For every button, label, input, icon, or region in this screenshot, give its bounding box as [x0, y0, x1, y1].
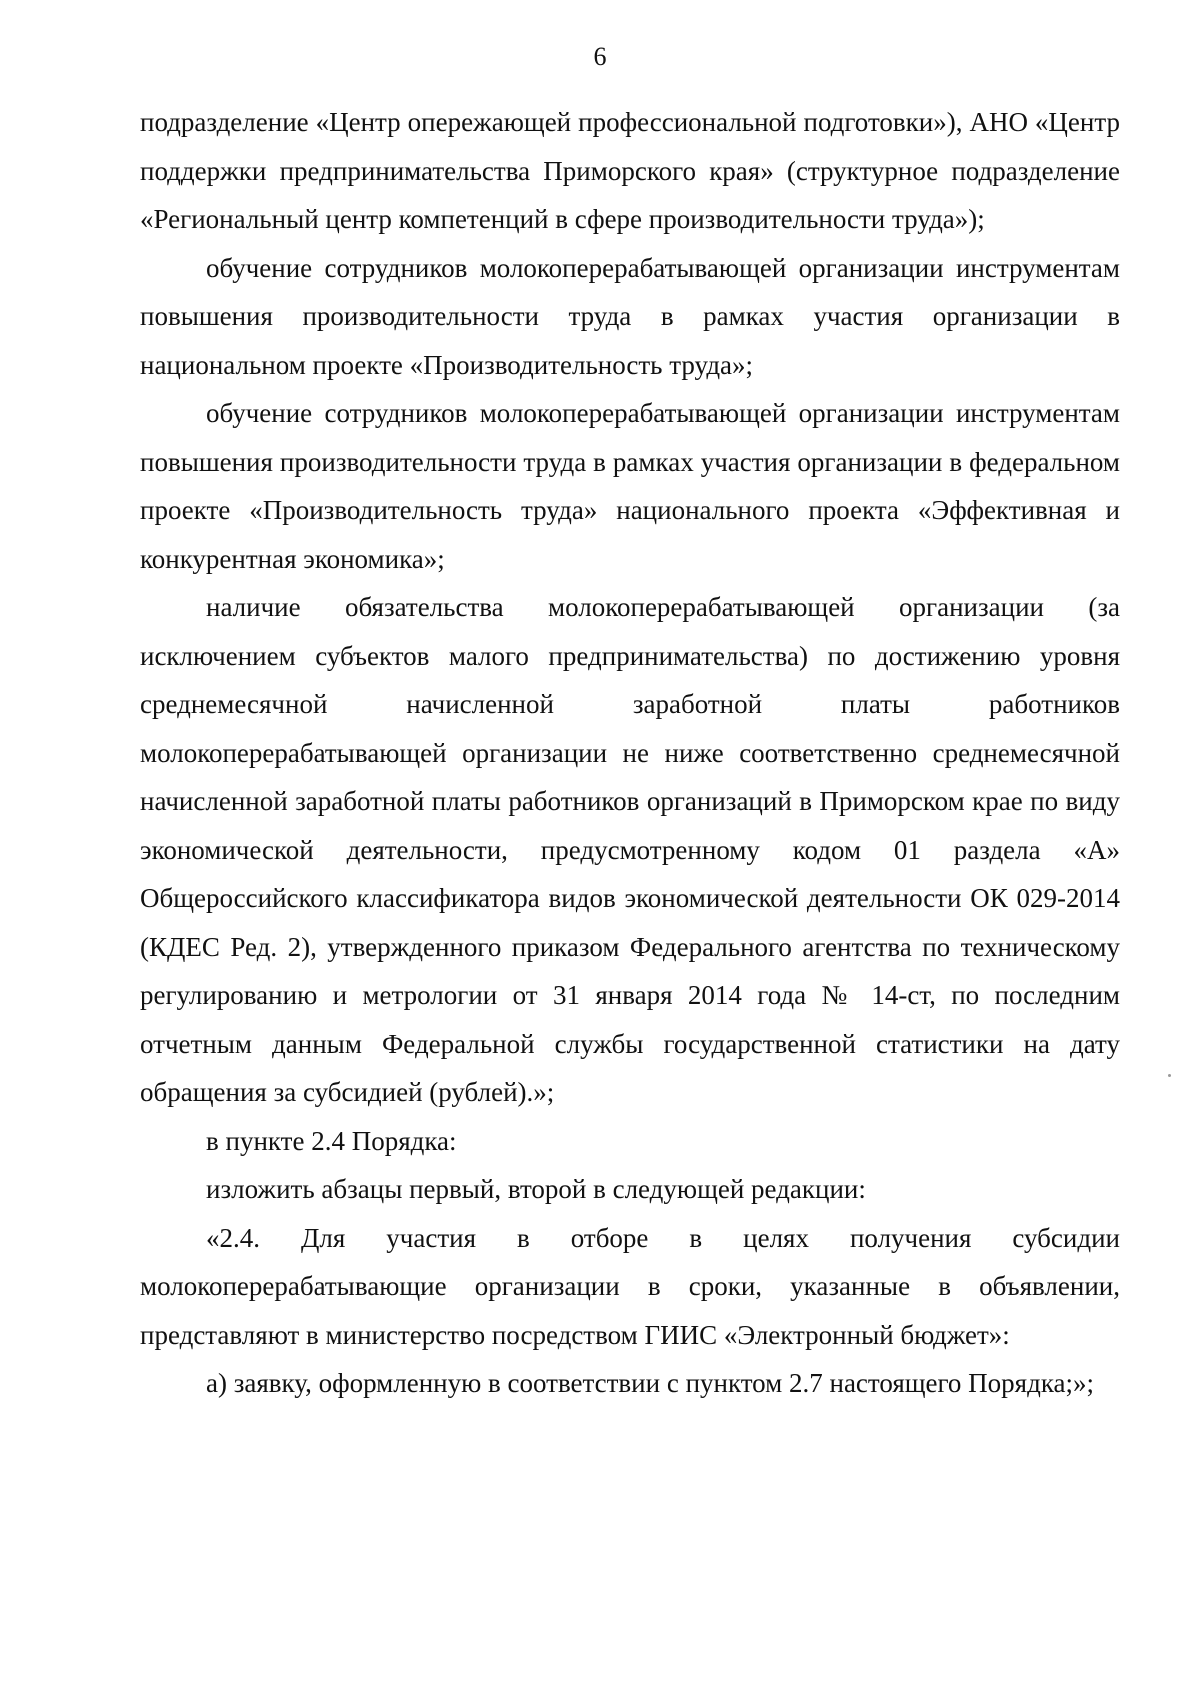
- document-body: [140, 98, 1120, 1408]
- paragraph-training-federal-project: обучение сотрудников молокоперерабатывающей организации инструментам повышения производительности труда в рамках участия организации в федеральном проекте «Производительность труда» национального проекта «Эффективная и конкурентная экономика»;: [140, 398, 1120, 574]
- scan-artifact-dot: [1168, 1074, 1171, 1077]
- paragraph-point-2-4: в пункте 2.4 Порядка:: [206, 1125, 457, 1156]
- paragraph-clause-2-4: «2.4. Для участия в отборе в целях получения субсидии молокоперерабатывающие организации в сроки, указанные в объявлении, представляют в министерство посредством ГИИС «Электронный бюджет»:: [140, 1222, 1120, 1350]
- paragraph-item-a: а) заявку, оформленную в соответствии с пунктом 2.7 настоящего Порядка;»;: [206, 1368, 1095, 1398]
- paragraph-amend-instruction: изложить абзацы первый, второй в следующей редакции:: [206, 1174, 866, 1204]
- paragraph-training-national-project: обучение сотрудников молокоперерабатывающей организации инструментам повышения производительности труда в рамках участия организации в национальном проекте «Производительность труда»;: [140, 252, 1120, 380]
- paragraph-continuation: подразделение «Центр опережающей профессиональной подготовки»), АНО «Центр поддержки предпринимательства Приморского края» (структурное подразделение «Региональный центр компетенций в сфере производительности труда»);: [140, 107, 1120, 234]
- page-number: 6: [593, 42, 607, 71]
- paragraph-salary-obligation: наличие обязательства молокоперерабатывающей организации (за исключением субъектов малого предпринимательства) по достижению уровня среднемесячной начисленной заработной платы работников молокоперерабатывающей организации не ниже соответственно среднемесячной начисленной заработной платы работников организаций в Приморском крае по виду экономической деятельности, предусмотренному кодом 01 раздела «А» Общероссийского классификатора видов экономической деятельности ОК 029-2014 (КДЕС Ред. 2), утвержденного приказом Федерального агентства по техническому регулированию и метрологии от 31 января 2014 года № 14-ст, по последним отчетным данным Федеральной службы государственной статистики на дату обращения за субсидией (рублей).»;: [140, 592, 1120, 1107]
